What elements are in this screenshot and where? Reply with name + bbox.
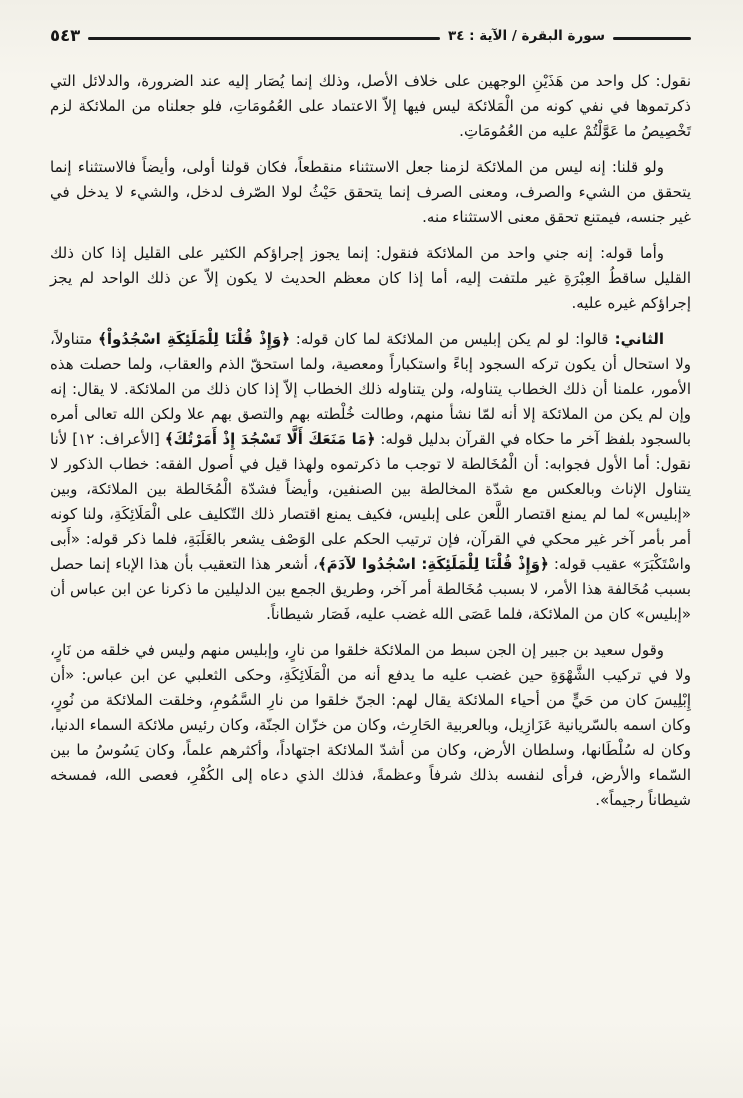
page-number: ٥٤٣	[50, 26, 81, 45]
header-rule-right	[613, 37, 691, 41]
text-segment: متناولاً، ولا استحال أن يكون تركه السجود إباءً واستكباراً ومعصية، ولما استحقّ الذم والعقاب، ولما حصلت هذه الأمور، علمنا أن ذلك الخطاب يتناوله، ولن يتناوله ذلك الخطاب إلاّ إذا كان ذلك من الملائكة. لا يقال: إنه وإن لم يكن من الملائكة إلا أنه لمّا نشأ منهم، وطالت خُلْطته بهم والتصق بهم علا ولكن الله تعالى أمره بالسجود بلفظ آخر ما حكاه في القرآن بدليل قوله:	[50, 330, 691, 448]
paragraph	[50, 241, 691, 316]
text-segment: [الأعراف: ١٢] لأنا نقول: أما الأول فجوابه: أن الْمُخَالطة لا توجب ما ذكرتموه ولهذا قيل في أصول الفقه: خطاب الذكور لا يتناول الإناث وبالعكس مع شدّة المخالطة بين الصنفين، وأيضاً فشدّة الْمُخَالطة بين الملائكة، وبين «إبليس» لما لم يمنع اقتصار اللَّعن على إبليس، فكيف يمنع اقتصار ذلك التّكليف على الْمَلَائِكَةِ، ولنا كونه أمر بأمر آخر غير محكي في القرآن، فإن ترتيب الحكم على الوَصْف يشعر بالغَلَبَةِ، فلما ذكر قوله: «أَبى واسْتَكْبَرَ» عقيب قوله:	[50, 430, 691, 573]
header-rule-left	[88, 37, 440, 41]
text-segment: نقول: كل واحد من هَذَيْنِ الوجهين على خلاف الأصل، وذلك إنما يُصَار إليه عند الضرورة، والدلائل التي ذكرتموها في نفي كونه من الْمَلائكة ليس فيها إلاّ الاعتماد على العُمُومَاتِ، فلو جعلناه من الملائكة لزم تَخْصِيصُ ما عَوَّلْتُمْ عليه من العُمُومَاتِ.	[50, 72, 691, 140]
paragraph	[50, 155, 691, 230]
paragraph	[50, 69, 691, 144]
text-segment: قالوا: لو لم يكن إبليس من الملائكة لما كان قوله:	[290, 330, 609, 348]
paragraph	[50, 327, 691, 627]
quran-verse: ﴿وَإِذْ قُلْنَا لِلْمَلَئِكَةِ اسْجُدُواْ﴾	[98, 330, 290, 348]
text-segment: ، أشعر هذا التعقيب بأن هذا الإباء إنما حصل بسبب مُخَالفة هذا الأمر، لا بسبب مُخَالطة أمر آخر، وطريق الجمع بين الدليلين ما ذكرنا عن ابن عباس أن «إبليس» كان من الملائكة، فلما عَصَى الله غضب عليه، فَصَار شيطاناً.	[50, 555, 691, 623]
text-segment: وأما قوله: إنه جني واحد من الملائكة فنقول: إنما يجوز إجراؤكم الكثير على القليل إذا كان ذلك القليل ساقطُ العِبْرَةِ غير ملتفت إليه، أما إذا كان معظم الحديث لا يكون إلاّ عن ذلك الواحد لم يجز إجراؤكم غيره عليه.	[50, 244, 691, 312]
surah-ayah-title: سورة البقرة / الآية : ٣٤	[447, 28, 605, 44]
quran-verse: ﴿مَا مَنَعَكَ أَلَّا تَسْجُدَ إِذْ أَمَرْتُكَ﴾	[164, 430, 376, 448]
paragraph	[50, 638, 691, 813]
text-segment: ولو قلنا: إنه ليس من الملائكة لزمنا جعل الاستثناء منقطعاً، فكان قولنا أولى، وأيضاً فالاستثناء إنما يتحقق من الشيء والصرف، ومعنى الصرف إنما يتحقق حَيْثُ لولا الصّرف لدخل، والشيء لا يدخل في غير جنسه، فيمتنع تحقق معنى الاستثناء منه.	[50, 158, 691, 226]
text-segment: وقول سعيد بن جبير إن الجن سبط من الملائكة خلقوا من نارٍ، وإبليس منهم وليس في خلقه من نَارٍ، ولا في تركيب الشَّهْوَةِ حين غضب عليه ما يدفع أنه من الْمَلَائِكَةِ، وحكى الثعلبي عن ابن عباس: «أن إِبْلِيسَ كان من حَيٍّ من أحياء الملائكة يقال لهم: الجنّ خلقوا من نارِ السَّمُومِ، وخلقت الملائكة من نُورٍ، وكان اسمه بالسّريانية عَزَازِيل، وبالعربية الحَارِث، وكان من خزّان الجنّة، وكان رئيس ملائكة السماء الدنيا، وكان له سُلْطَانها، وسلطان الأرض، وكان من أشدّ الملائكة اجتهاداً، وأكثرهم علماً، وكان يَسُوسُ ما بين السّماء والأرض، فرأى لنفسه بذلك شرفاً وعظمةً، فذلك الذي دعاه إلى الكُفْرِ، فعصى الله، فمسخه شيطاناً رجيماً».	[50, 641, 691, 809]
text-segment: الثاني:	[608, 330, 664, 348]
quran-verse: ﴿وَإِذْ قُلْنَا لِلْمَلَئِكَةِ: اسْجُدُوا لآدَمَ﴾	[317, 555, 549, 573]
body-text	[50, 69, 691, 813]
page-header	[50, 26, 691, 45]
